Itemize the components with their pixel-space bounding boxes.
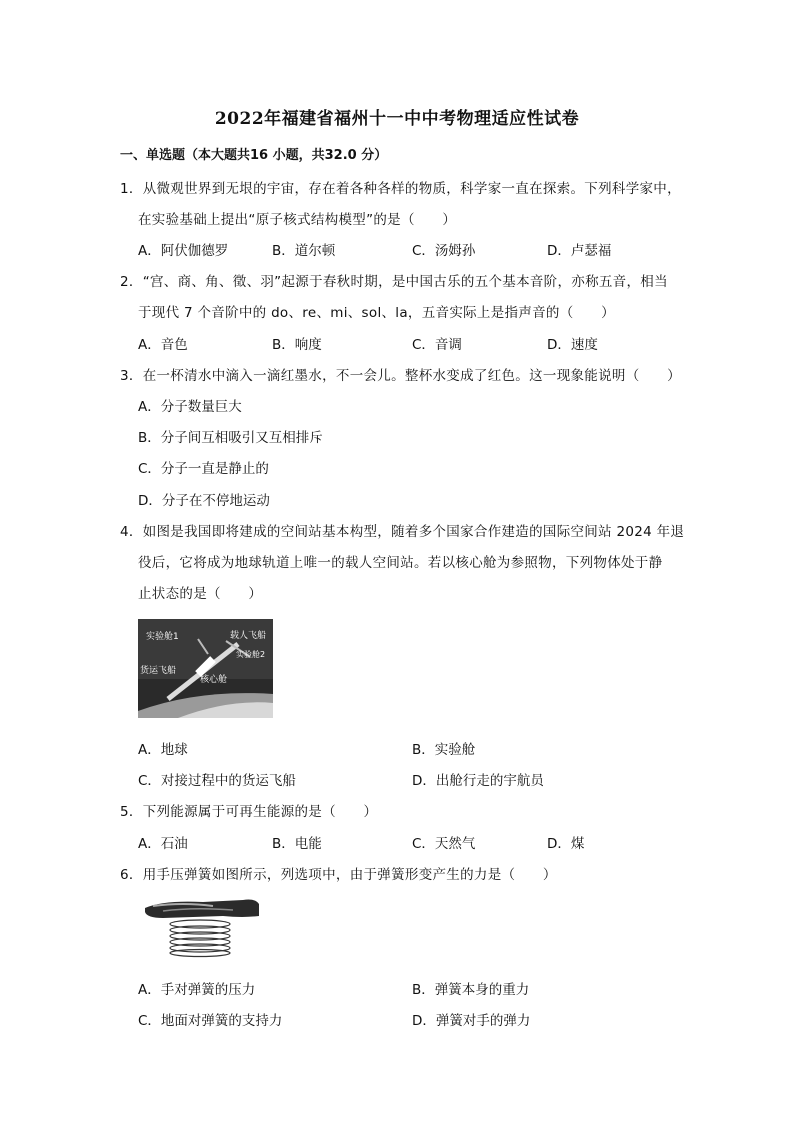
option-a: A．地球 <box>138 742 188 758</box>
image-label: 实验舱2 <box>236 650 266 659</box>
section-heading: 一、单选题（本大题共16 小题，共32.0 分） <box>120 148 388 163</box>
option-b: B．实验舱 <box>412 742 476 758</box>
option-b: B．道尔顿 <box>272 243 336 259</box>
option-a: A．手对弹簧的压力 <box>138 982 256 998</box>
space-station-image <box>138 619 273 718</box>
option-c: C．对接过程中的货运飞船 <box>138 773 296 789</box>
question-text: 6．用手压弹簧如图所示，列选项中，由于弹簧形变产生的力是（ ） <box>120 867 557 883</box>
option-c: C．音调 <box>412 337 462 353</box>
option-b: B．电能 <box>272 836 322 852</box>
question-text: 4．如图是我国即将建成的空间站基本构型，随着多个国家合作建造的国际空间站 2024 年退 <box>120 524 685 540</box>
option-c: C．汤姆孙 <box>412 243 476 259</box>
option-d: D．分子在不停地运动 <box>138 493 270 509</box>
option-a: A．阿伏伽德罗 <box>138 243 229 259</box>
option-a: A．音色 <box>138 337 188 353</box>
question-text: 3．在一杯清水中滴入一滴红墨水，不一会儿。整杯水变成了红色。这一现象能说明（ ） <box>120 368 681 384</box>
image-label: 实验舱1 <box>146 632 179 642</box>
option-d: D．出舱行走的宇航员 <box>412 773 544 789</box>
option-a: A．分子数量巨大 <box>138 399 242 415</box>
option-d: D．速度 <box>547 337 598 353</box>
option-c: C．分子一直是静止的 <box>138 461 269 477</box>
question-text: 役后，它将成为地球轨道上唯一的载人空间站。若以核心舱为参照物，下列物体处于静 <box>138 555 663 571</box>
exam-title: 2022年福建省福州十一中中考物理适应性试卷 <box>214 109 580 129</box>
option-c: C．天然气 <box>412 836 476 852</box>
option-c: C．地面对弹簧的支持力 <box>138 1013 283 1029</box>
option-d: D．煤 <box>547 836 585 852</box>
question-text: 2．“宫、商、角、徵、羽”起源于春秋时期，是中国古乐的五个基本音阶，亦称五音，相当 <box>120 274 668 290</box>
option-b: B．响度 <box>272 337 322 353</box>
option-d: D．卢瑟福 <box>547 243 612 259</box>
question-text: 5．下列能源属于可再生能源的是（ ） <box>120 804 378 820</box>
option-a: A．石油 <box>138 836 188 852</box>
question-text: 1．从微观世界到无垠的宇宙，存在着各种各样的物质，科学家一直在探索。下列科学家中， <box>120 181 681 197</box>
image-label: 货运飞船 <box>140 666 177 676</box>
question-text: 止状态的是（ ） <box>138 586 263 602</box>
option-b: B．分子间互相吸引又互相排斥 <box>138 430 323 446</box>
question-text: 于现代 7 个音阶中的 do、re、mi、sol、la，五音实际上是指声音的（ ） <box>138 305 615 321</box>
question-text: 在实验基础上提出“原子核式结构模型”的是（ ） <box>138 212 457 228</box>
image-label: 核心舱 <box>200 675 228 685</box>
option-d: D．弹簧对手的弹力 <box>412 1013 531 1029</box>
spring-hand-image <box>143 894 261 958</box>
image-label: 载人飞船 <box>230 631 267 641</box>
option-b: B．弹簧本身的重力 <box>412 982 530 998</box>
